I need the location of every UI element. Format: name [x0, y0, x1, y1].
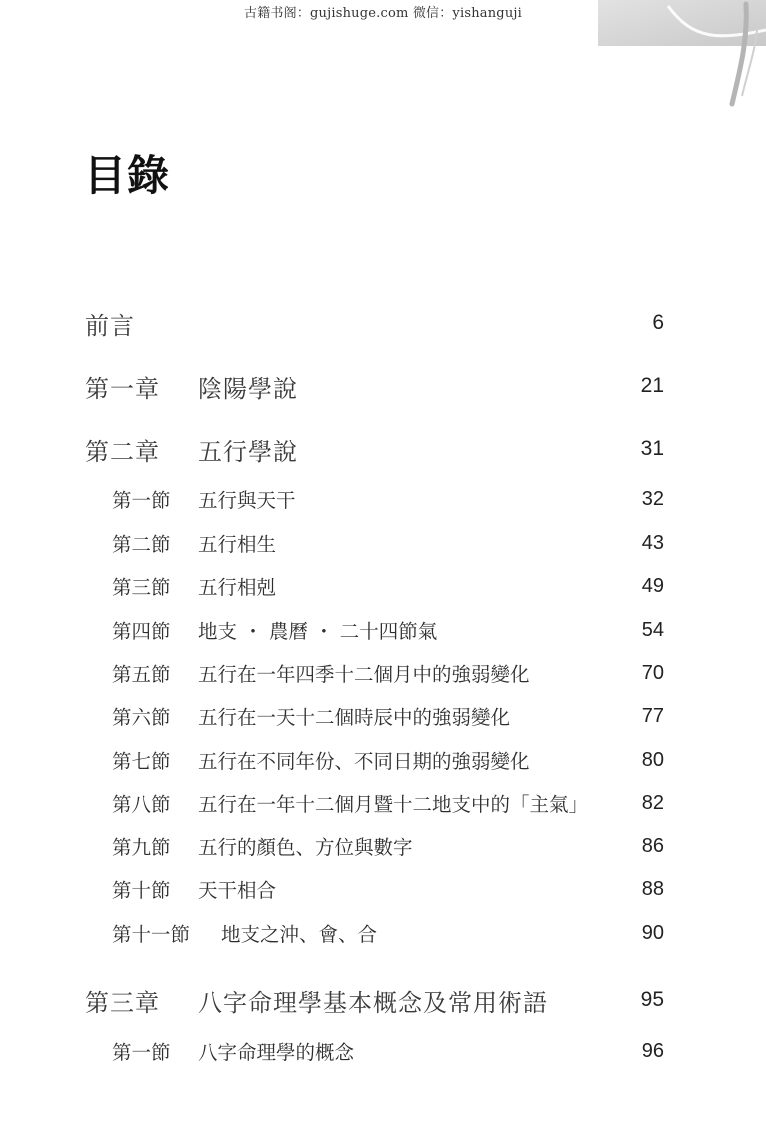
toc-entry-page-number: 77 — [641, 704, 664, 727]
toc-entry-label: 第八節 — [112, 793, 171, 816]
toc-entry-preface[interactable] — [0, 308, 766, 338]
toc-entry-ch2-s6[interactable] — [0, 703, 766, 729]
toc-entry-page-number: 43 — [641, 531, 664, 554]
toc-entry-ch3-s1[interactable] — [0, 1038, 766, 1064]
toc-entry-ch2-s3[interactable] — [0, 573, 766, 599]
toc-entry-ch3[interactable] — [0, 985, 766, 1015]
toc-entry-ch1[interactable] — [0, 371, 766, 401]
toc-entry-ch2-s2[interactable] — [0, 530, 766, 556]
toc-entry-page-number: 80 — [641, 748, 664, 771]
toc-entry-page-number: 90 — [641, 921, 664, 944]
toc-entry-page-number: 82 — [641, 791, 664, 814]
toc-entry-label: 第三章 — [85, 988, 160, 1017]
toc-entry-page-number: 95 — [640, 988, 664, 1011]
watermark-text: 古籍书阁：gujishuge.com 微信：yishanguji — [244, 6, 522, 21]
toc-entry-page-number: 6 — [652, 311, 664, 334]
toc-entry-page-number: 31 — [640, 437, 664, 460]
toc-entry-title: 地支之沖、會、合 — [221, 923, 378, 946]
toc-entry-label: 第五節 — [112, 663, 171, 686]
toc-entry-title: 五行在一年四季十二個月中的強弱變化 — [198, 663, 530, 686]
toc-entry-ch2-s4[interactable] — [0, 617, 766, 643]
toc-entry-page-number: 49 — [641, 574, 664, 597]
toc-entry-ch2-s7[interactable] — [0, 747, 766, 773]
toc-entry-ch2[interactable] — [0, 434, 766, 464]
toc-entry-label: 第一節 — [112, 489, 171, 512]
toc-entry-ch2-s1[interactable] — [0, 486, 766, 512]
toc-entry-title: 八字命理學的概念 — [198, 1041, 355, 1064]
toc-entry-page-number: 32 — [641, 487, 664, 510]
toc-entry-label: 第一節 — [112, 1041, 171, 1064]
toc-entry-ch2-s9[interactable] — [0, 833, 766, 859]
toc-entry-page-number: 86 — [641, 834, 664, 857]
toc-entry-label: 第十節 — [112, 879, 171, 902]
toc-entry-title: 地支 ・ 農曆 ・ 二十四節氣 — [198, 620, 438, 643]
toc-entry-ch2-s5[interactable] — [0, 660, 766, 686]
toc-entry-label: 第十一節 — [112, 923, 191, 946]
toc-entry-title: 陰陽學說 — [198, 374, 298, 403]
toc-entry-page-number: 70 — [641, 661, 664, 684]
toc-entry-title: 五行在不同年份、不同日期的強弱變化 — [198, 750, 530, 773]
toc-entry-label: 第四節 — [112, 620, 171, 643]
toc-entry-title: 天干相合 — [198, 879, 277, 902]
toc-entry-title: 八字命理學基本概念及常用術語 — [198, 988, 548, 1017]
toc-entry-page-number: 21 — [640, 374, 664, 397]
toc-entry-ch2-s11[interactable] — [0, 920, 766, 946]
toc-entry-label: 第二章 — [85, 437, 160, 466]
toc-entry-title: 五行與天干 — [198, 489, 296, 512]
toc-entry-title: 五行學說 — [198, 437, 298, 466]
toc-entry-label: 前言 — [85, 311, 135, 340]
toc-entry-page-number: 54 — [641, 618, 664, 641]
toc-entry-title: 五行相剋 — [198, 576, 277, 599]
toc-entry-label: 第六節 — [112, 706, 171, 729]
toc-entry-label: 第一章 — [85, 374, 160, 403]
toc-entry-title: 五行的顏色、方位與數字 — [198, 836, 413, 859]
page-title: 目錄 — [84, 151, 171, 200]
toc-entry-title: 五行相生 — [198, 533, 277, 556]
toc-entry-label: 第九節 — [112, 836, 171, 859]
toc-entry-label: 第七節 — [112, 750, 171, 773]
toc-entry-page-number: 96 — [641, 1039, 664, 1062]
toc-entry-page-number: 88 — [641, 877, 664, 900]
toc-entry-title: 五行在一年十二個月暨十二地支中的「主氣」 — [198, 793, 589, 816]
toc-entry-label: 第二節 — [112, 533, 171, 556]
toc-entry-title: 五行在一天十二個時辰中的強弱變化 — [198, 706, 511, 729]
toc-entry-ch2-s10[interactable] — [0, 876, 766, 902]
toc-entry-ch2-s8[interactable] — [0, 790, 766, 816]
toc-entry-label: 第三節 — [112, 576, 171, 599]
